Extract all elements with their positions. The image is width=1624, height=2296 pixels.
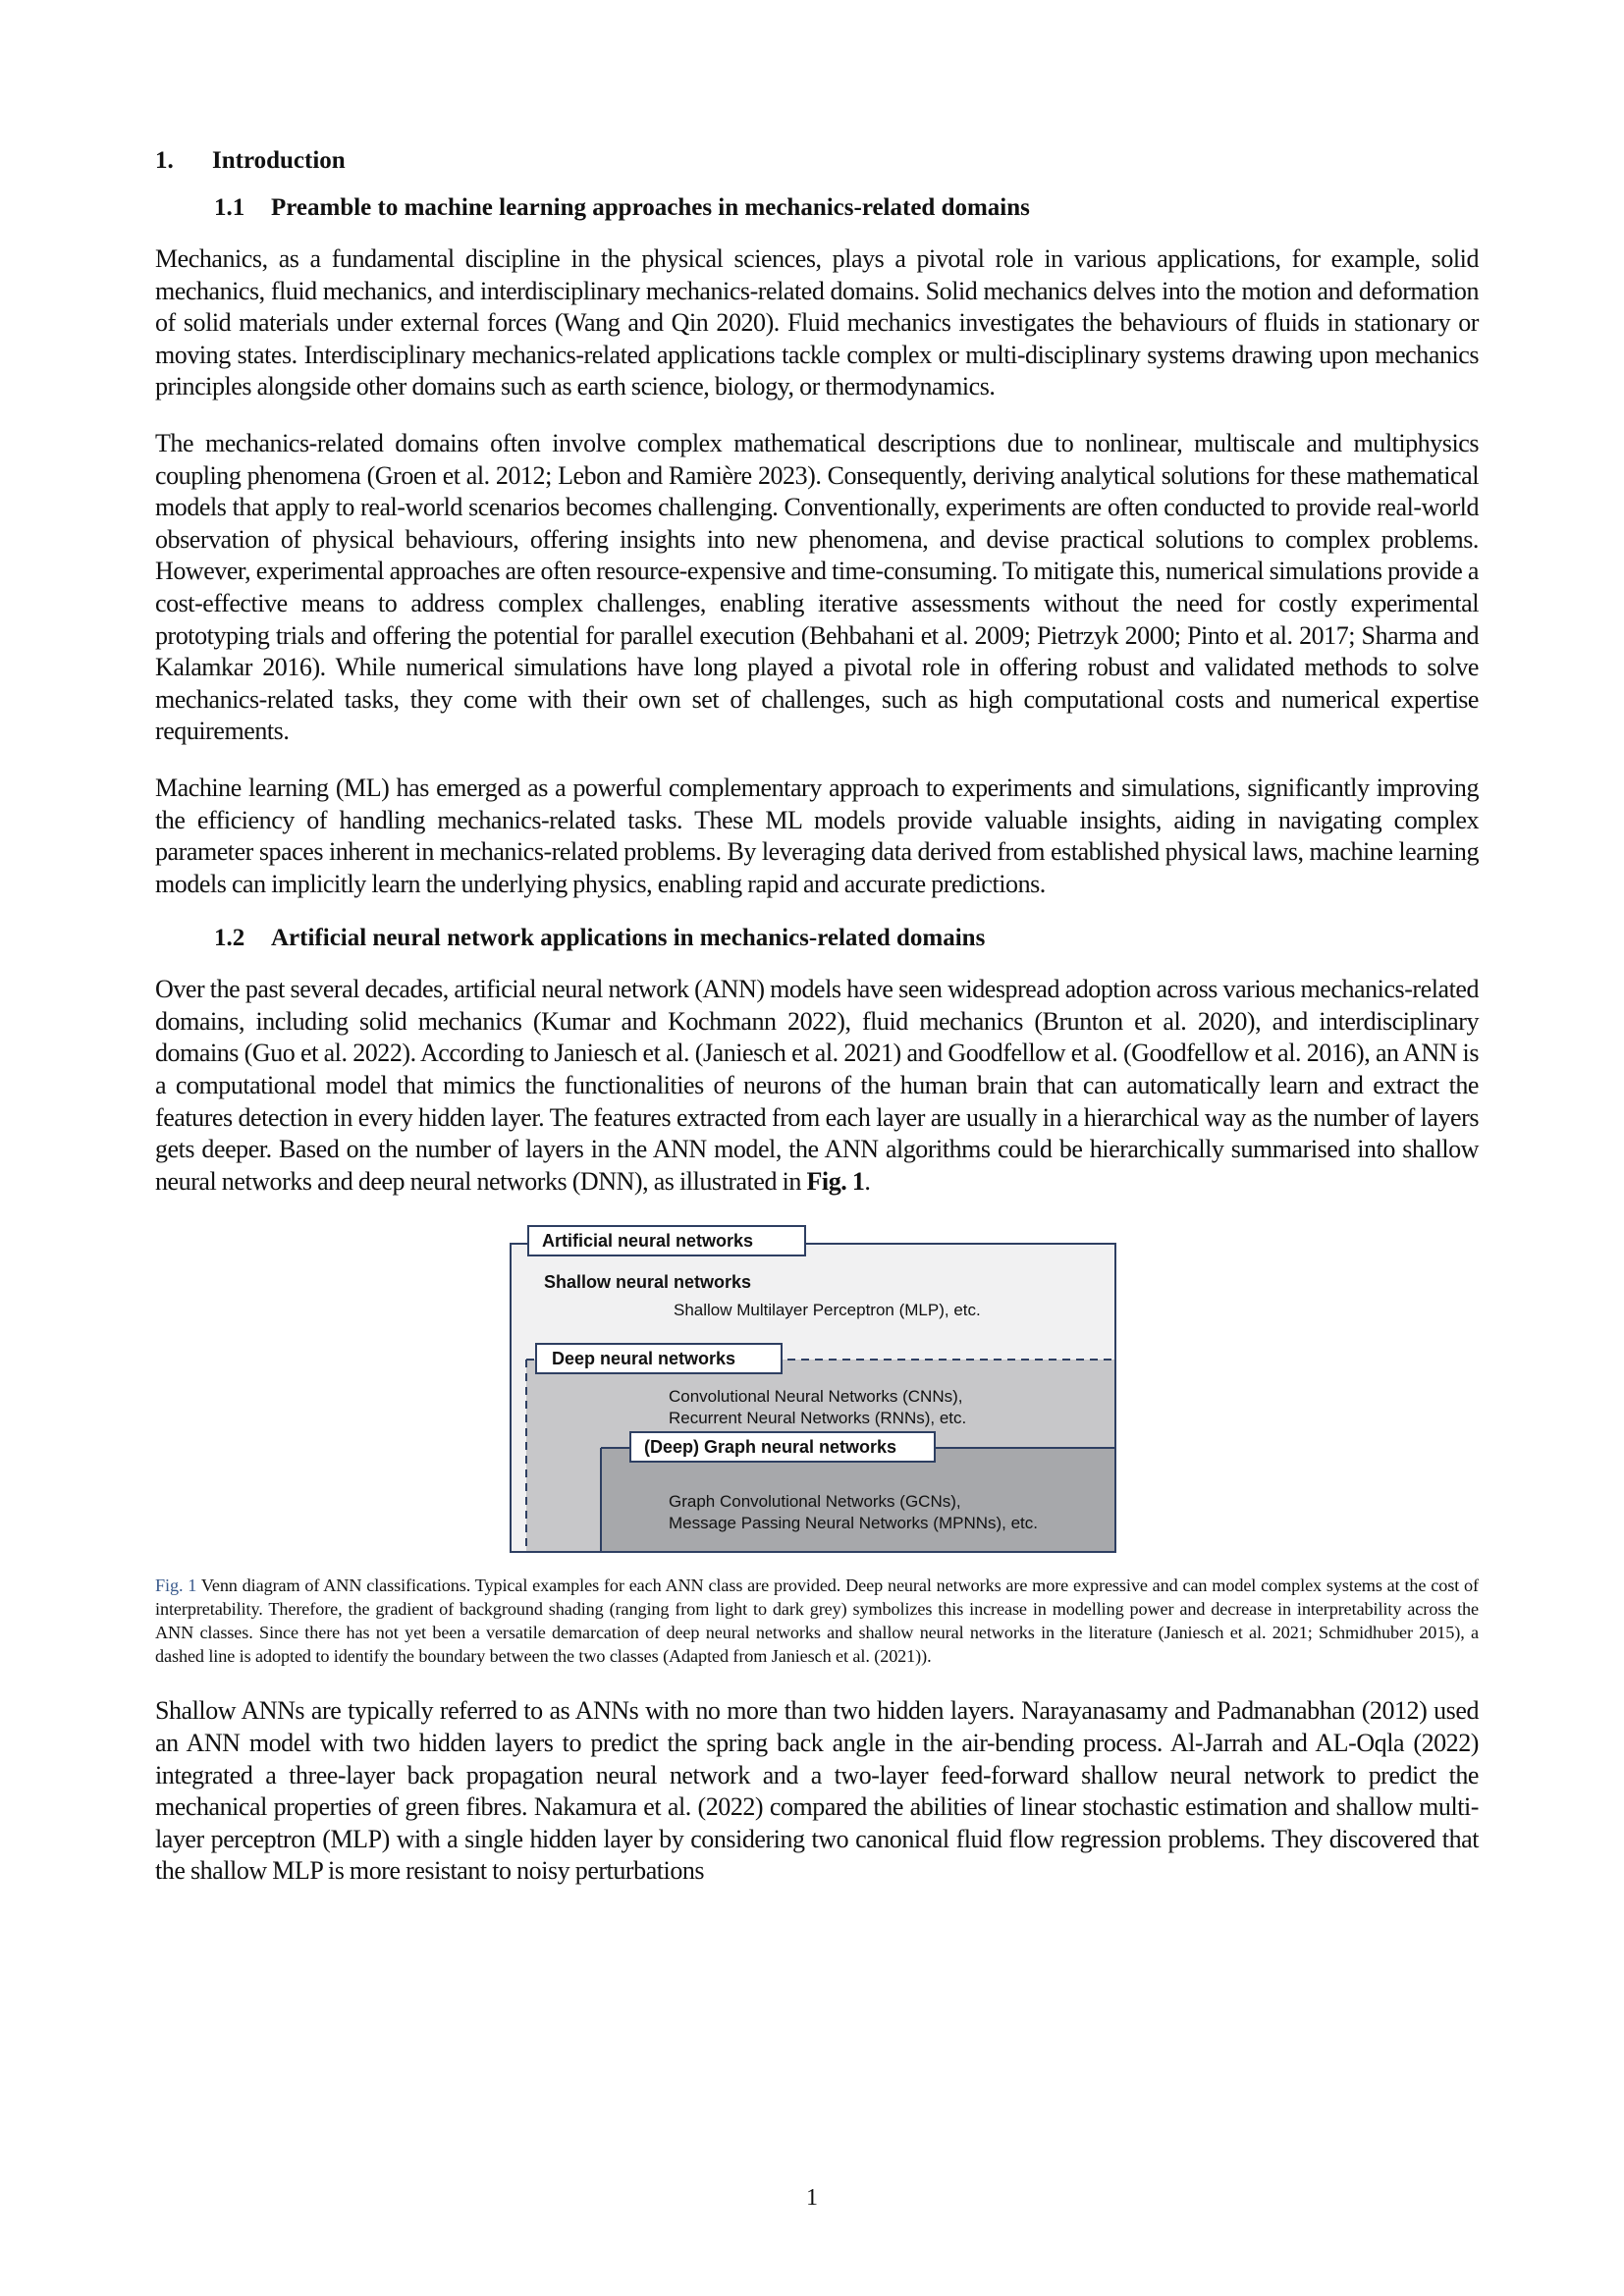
graph-examples-line-1: Graph Convolutional Networks (GCNs), [669, 1492, 961, 1512]
graph-examples-line-2: Message Passing Neural Networks (MPNNs), etc. [669, 1514, 1039, 1533]
subsection-number: 1.2 [214, 925, 245, 952]
paper-page [155, 147, 1479, 1912]
paragraph-4-text: Over the past several decades, artificial neural network (ANN) models have seen widespread adoption across various mechanics-related domains, including solid mechanics (Kumar and Kochmann 2022), fluid mechanics (Brunton et al. 2020), and interdisciplinary domains (Guo et al. 2022). According to Janiesch et al. (Janiesch et al. 2021) and Goodfellow et al. (Goodfellow et al. 2016), an ANN is a computational model that mimics the functionalities of neurons of the human brain that can automatically learn and extract the features detection in every hidden layer. The features extracted from each layer are usually in a hierarchical way as the number of layers gets deeper. Based on the number of layers in the ANN model, the ANN algorithms could be hierarchically summarised into shallow neural networks and deep neural networks (DNN), as illustrated in [155, 975, 1479, 1196]
venn-diagram [507, 1222, 1121, 1556]
caption-label: Fig. 1 [155, 1575, 197, 1596]
section-title: Introduction [212, 147, 346, 174]
figure-reference-link[interactable]: Fig. 1 [806, 1166, 865, 1196]
paragraph-2: The mechanics-related domains often involve complex mathematical descriptions due to nonlinear, multiscale and multiphysics coupling phenomena (Groen et al. 2012; Lebon and Ramière 2023). Consequently, deriving analytical solutions for these mathematical models that apply to real-world scenarios becomes challenging. Conventionally, experiments are often conducted to provide real-world observation of physical behaviours, offering insights into new phenomena, and devise practical solutions to complex problems. However, experimental approaches are often resource-expensive and time-consuming. To mitigate this, numerical simulations provide a cost-effective means to address complex challenges, enabling iterative assessments without the need for costly experimental prototyping trials and offering the potential for parallel execution (Behbahani et al. 2009; Pietrzyk 2000; Pinto et al. 2017; Sharma and Kalamkar 2016). While numerical simulations have long played a pivotal role in offering robust and validated methods to solve mechanics-related tasks, they come with their own set of challenges, such as high computational costs and numerical expertise requirements. [155, 428, 1479, 746]
paragraph-1: Mechanics, as a fundamental discipline in the physical sciences, plays a pivotal role in various applications, for example, solid mechanics, fluid mechanics, and interdisciplinary mechanics-related domains. Solid mechanics delves into the motion and deformation of solid materials under external forces (Wang and Qin 2020). Fluid mechanics investigates the behaviours of fluids in stationary or moving states. Interdisciplinary mechanics-related applications tackle complex or multi-disciplinary systems drawing upon mechanics principles alongside other domains such as earth science, biology, or thermodynamics. [155, 244, 1479, 401]
graph-label: (Deep) Graph neural networks [644, 1437, 897, 1458]
subsection-title: Preamble to machine learning approaches in mechanics-related domains [271, 194, 1030, 221]
caption-text: Venn diagram of ANN classifications. Typical examples for each ANN class are provided. Deep neural networks are more expressive and can model complex systems at the cost of interpretability. Therefore, the gradient of background shading (ranging from light to dark grey) symbolizes this increase in modelling power and decrease in interpretability across the ANN classes. Since there has not yet been a versatile demarcation of deep neural networks and shallow neural networks in the literature (Janiesch et al. 2021; Schmidhuber 2015), a dashed line is adopted to identify the boundary between the two classes (Adapted from Janiesch et al. (2021)). [155, 1575, 1479, 1667]
subsection-number: 1.1 [214, 194, 245, 221]
venn-diagram-figure [507, 1222, 1121, 1556]
page-number: 1 [806, 2185, 818, 2211]
shallow-examples: Shallow Multilayer Perceptron (MLP), etc. [674, 1301, 981, 1320]
subsection-title: Artificial neural network applications in mechanics-related domains [271, 925, 986, 952]
deep-label: Deep neural networks [552, 1349, 736, 1369]
section-heading [155, 147, 1479, 175]
section-number: 1. [155, 147, 174, 174]
paragraph-5: Shallow ANNs are typically referred to as ANNs with no more than two hidden layers. Narayanasamy and Padmanabhan (2012) used an ANN model with two hidden layers to predict the spring back angle in the air-bending process. Al-Jarrah and AL-Oqla (2022) integrated a three-layer back propagation neural network and a two-layer feed-forward shallow neural network to predict the mechanical properties of green fibres. Nakamura et al. (2022) compared the abilities of linear stochastic estimation and shallow multi-layer perceptron (MLP) with a single hidden layer by considering two canonical fluid flow regression problems. They discovered that the shallow MLP is more resistant to noisy perturbations [155, 1696, 1479, 1886]
paragraph-3: Machine learning (ML) has emerged as a powerful complementary approach to experiments and simulations, significantly improving the efficiency of handling mechanics-related tasks. These ML models provide valuable insights, aiding in navigating complex parameter spaces inherent in mechanics-related problems. By leveraging data derived from established physical laws, machine learning models can implicitly learn the underlying physics, enabling rapid and accurate predictions. [155, 773, 1479, 898]
figure-caption [155, 1574, 1479, 1668]
paragraph-4-end: . [864, 1166, 871, 1196]
subsection-heading-1-1 [214, 194, 1479, 222]
ann-label: Artificial neural networks [542, 1231, 754, 1252]
deep-examples-line-1: Convolutional Neural Networks (CNNs), [669, 1387, 963, 1407]
deep-examples-line-2: Recurrent Neural Networks (RNNs), etc. [669, 1409, 967, 1428]
paragraph-4 [155, 974, 1479, 1198]
shallow-label: Shallow neural networks [544, 1272, 752, 1293]
subsection-heading-1-2 [214, 925, 1479, 952]
